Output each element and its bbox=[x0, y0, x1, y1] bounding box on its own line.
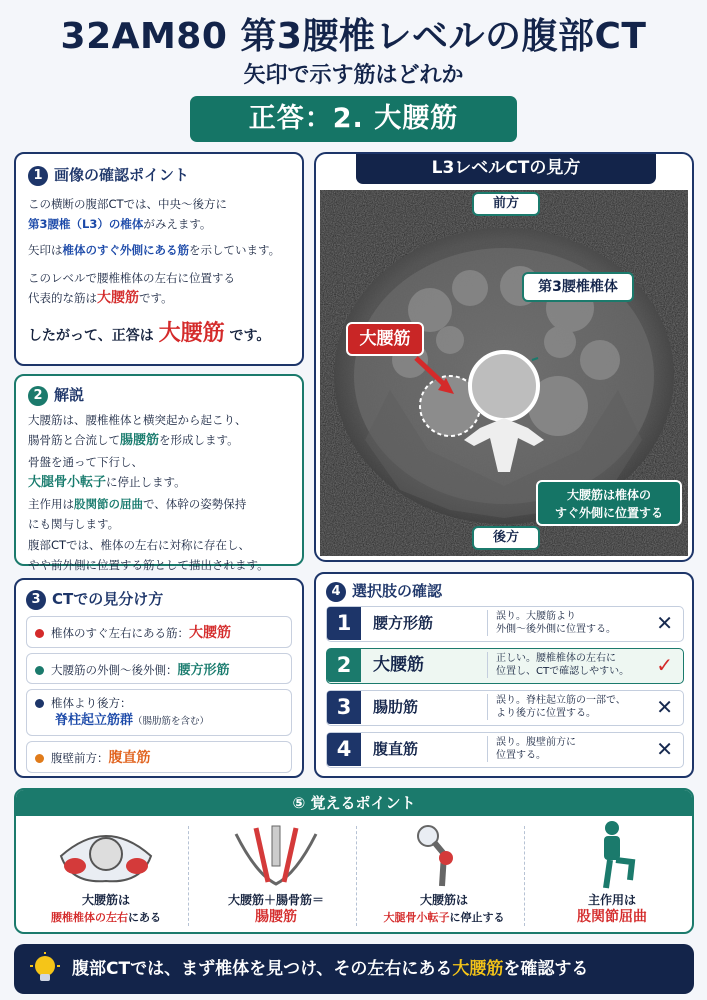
image-check-panel bbox=[14, 152, 304, 366]
pelvis-icon bbox=[226, 824, 326, 888]
posterior-label: 後方 bbox=[472, 526, 540, 550]
page-subtitle: 矢印で示す筋はどれか bbox=[243, 63, 464, 88]
option-row: 3 腸肋筋 誤り。脊柱起立筋の一部で、 より後方に位置する。 ✕ bbox=[326, 690, 684, 726]
text-line: 主作用は股関節の屈曲で、体幹の姿勢保持 bbox=[28, 496, 247, 511]
text-line: 腹部CTでは、椎体の左右に対称に存在し、 bbox=[28, 537, 251, 552]
option-row: 1 腰方形筋 誤り。大腰筋より 外側～後外側に位置する。 ✕ bbox=[326, 606, 684, 642]
point-item: 大腰筋は 腰椎椎体の左右にある bbox=[22, 820, 190, 932]
section-number: 2 bbox=[28, 386, 48, 406]
distinction-item: 腹壁前方：腹直筋 bbox=[26, 741, 292, 773]
section-number: 1 bbox=[28, 166, 48, 186]
section-number: 4 bbox=[326, 582, 346, 602]
section-title: 選択肢の確認 bbox=[352, 582, 443, 600]
summary-text: を確認する bbox=[503, 959, 589, 979]
text-line: 大腰筋は、腰椎椎体と横突起から起こり、 bbox=[28, 412, 247, 427]
section-title: CTでの見分け方 bbox=[52, 590, 164, 608]
text-line: 矢印は椎体のすぐ外側にある筋を示しています。 bbox=[28, 242, 281, 257]
distinction-item: 椎体より後方： 脊柱起立筋群（腸肋筋を含む） bbox=[26, 689, 292, 736]
point-item: 大腰筋＋腸骨筋＝ 腸腰筋 bbox=[192, 820, 360, 932]
options-panel bbox=[314, 572, 694, 778]
point-item: 主作用は 股関節屈曲 bbox=[528, 820, 694, 932]
answer-banner: 正答：2. 大腰筋 bbox=[190, 96, 517, 142]
hip-flexion-figure-icon bbox=[582, 820, 642, 890]
lightbulb-icon bbox=[28, 952, 62, 986]
distinction-item: 大腰筋の外側～後外側：腰方形筋 bbox=[26, 653, 292, 684]
vertebra-icon bbox=[51, 826, 161, 886]
ct-distinction-panel bbox=[14, 578, 304, 778]
text-line: 第3腰椎（L3）の椎体がみえます。 bbox=[28, 216, 212, 231]
section-title: 画像の確認ポイント bbox=[54, 166, 190, 184]
vertebral-body bbox=[470, 352, 538, 420]
location-note: 大腰筋は椎体の すぐ外側に位置する bbox=[536, 480, 682, 526]
point-item: 大腰筋は 大腿骨小転子に停止する bbox=[360, 820, 528, 932]
text-line: 腸骨筋と合流して腸腰筋を形成します。 bbox=[28, 433, 239, 448]
page-title: 32AM80 第3腰椎レベルの腹部CT bbox=[60, 16, 647, 57]
text-line: やや前外側に位置する筋として描出されます。 bbox=[28, 558, 269, 572]
text-line: この横断の腹部CTでは、中央～後方に bbox=[28, 196, 228, 211]
femur-icon bbox=[404, 824, 484, 888]
conclusion-line: したがって、正答は 大腰筋 です。 bbox=[28, 320, 271, 346]
explanation-panel bbox=[14, 374, 304, 572]
ct-image-panel bbox=[314, 152, 694, 562]
section-title: ⑤ 覚えるポイント bbox=[16, 790, 692, 816]
section-title: 解説 bbox=[54, 386, 85, 404]
option-row-correct: 2 大腰筋 正しい。腰椎椎体の左右に 位置し、CTで確認しやすい。 ✓ bbox=[326, 648, 684, 684]
ct-panel-title: L3レベルCTの見方 bbox=[356, 152, 656, 184]
option-row: 4 腹直筋 誤り。腹壁前方に 位置する。 ✕ bbox=[326, 732, 684, 768]
wrong-icon: ✕ bbox=[656, 737, 673, 761]
vertebra-label: 第3腰椎椎体 bbox=[522, 272, 634, 302]
wrong-icon: ✕ bbox=[656, 611, 673, 635]
psoas-label: 大腰筋 bbox=[346, 322, 424, 356]
memory-points-panel bbox=[14, 788, 694, 934]
text-line: にも関与します。 bbox=[28, 517, 120, 531]
text-line: このレベルで腰椎椎体の左右に位置する bbox=[28, 270, 235, 285]
section-number: 3 bbox=[26, 590, 46, 610]
text-line: 大腿骨小転子に停止します。 bbox=[28, 475, 186, 490]
anterior-label: 前方 bbox=[472, 192, 540, 216]
check-icon: ✓ bbox=[656, 653, 673, 677]
distinction-item: 椎体のすぐ左右にある筋：大腰筋 bbox=[26, 616, 292, 648]
wrong-icon: ✕ bbox=[656, 695, 673, 719]
summary-banner bbox=[14, 944, 694, 994]
summary-text: 腹部CTでは、まず椎体を見つけ、その左右にある bbox=[72, 959, 453, 979]
text-line: 代表的な筋は大腰筋です。 bbox=[28, 289, 173, 306]
summary-highlight: 大腰筋 bbox=[452, 959, 504, 979]
text-line: 骨盤を通って下行し、 bbox=[28, 454, 143, 469]
